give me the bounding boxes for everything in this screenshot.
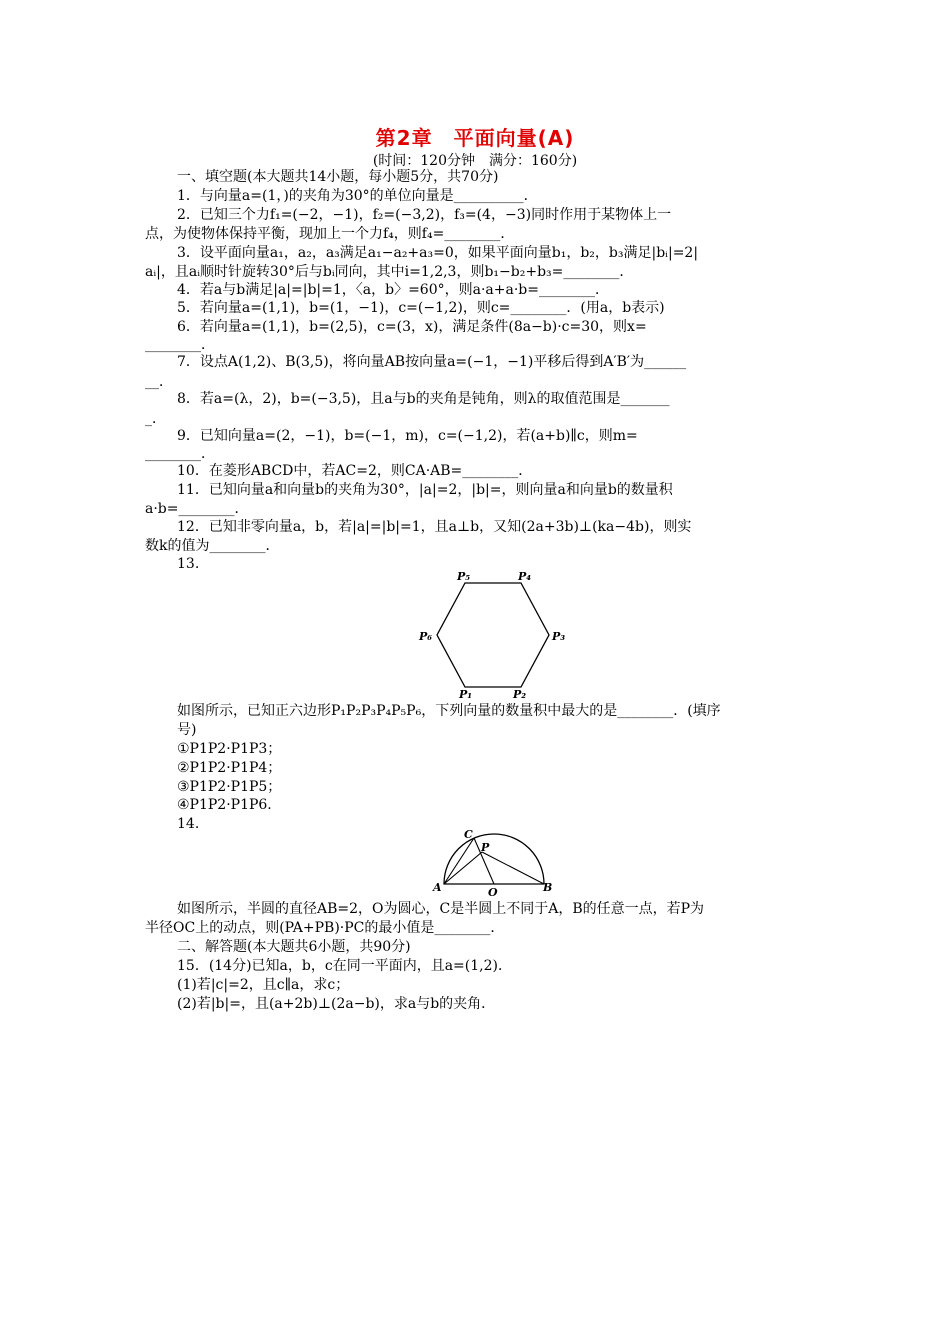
semicircle-figure xyxy=(430,827,560,897)
section-heading-1: 一、填空题(本大题共14小题，每小题5分，共70分) xyxy=(177,169,499,185)
question-6-line1: 6．若向量a=(1,1)，b=(2,5)，c=(3，x)，满足条件(8a−b)·c=30，则x= xyxy=(177,319,647,335)
question-10: 10．在菱形ABCD中，若AC=2，则CA·AB=________． xyxy=(177,463,533,479)
question-14-number: 14. xyxy=(177,816,200,832)
question-3-line1: 3．设平面向量a₁，a₂，a₃满足a₁−a₂+a₃=0，如果平面向量b₁，b₂，b₃满足|bᵢ|=2| xyxy=(177,245,699,261)
question-7-line2: __． xyxy=(145,374,173,390)
semi-label-p: P xyxy=(481,841,490,854)
question-15-part-1: (1)若|c|=2，且c∥a，求c； xyxy=(177,977,350,993)
question-11-line2: a·b=________． xyxy=(145,501,249,517)
question-9-line2: ________． xyxy=(145,446,215,462)
question-12-line1: 12．已知非零向量a，b，若|a|=|b|=1，且a⊥b，又知(2a+3b)⊥(ka−4b)，则实 xyxy=(177,519,692,535)
question-14-line2: 半径OC上的动点，则(PA+PB)·PC的最小值是________． xyxy=(145,920,505,936)
question-2-line1: 2．已知三个力f₁=(−2，−1)，f₂=(−3,2)，f₃=(4，−3)同时作用于某物体上一 xyxy=(177,207,672,223)
question-5: 5．若向量a=(1,1)，b=(1，−1)，c=(−1,2)，则c=________．(用a，b表示) xyxy=(177,300,665,316)
hex-label-p2: P₂ xyxy=(513,688,527,701)
hex-label-p5: P₅ xyxy=(457,570,471,583)
question-13-option-2: ②P1P2·P1P4； xyxy=(177,760,282,776)
question-3-line2: aᵢ|，且aᵢ顺时针旋转30°后与bᵢ同向，其中i=1,2,3，则b₁−b₂+b₃=________． xyxy=(145,264,634,280)
question-8-line1: 8．若a=(λ，2)，b=(−3,5)，且a与b的夹角是钝角，则λ的取值范围是_______ xyxy=(177,391,670,407)
question-13-line2: 号) xyxy=(177,722,197,738)
question-15-part-2: (2)若|b|=，且(a+2b)⊥(2a−b)，求a与b的夹角． xyxy=(177,996,496,1012)
question-4: 4．若a与b满足|a|=|b|=1，〈a，b〉=60°，则a·a+a·b=________． xyxy=(177,282,609,298)
question-8-line2: _． xyxy=(145,411,166,427)
question-14-line1: 如图所示，半圆的直径AB=2，O为圆心，C是半圆上不同于A，B的任意一点，若P为 xyxy=(177,901,705,917)
semi-label-o: O xyxy=(488,886,498,897)
question-13-option-3: ③P1P2·P1P5； xyxy=(177,779,282,795)
hex-label-p4: P₄ xyxy=(518,570,532,583)
question-13-option-4: ④P1P2·P1P6. xyxy=(177,797,272,813)
question-11-line1: 11．已知向量a和向量b的夹角为30°，|a|=2，|b|=，则向量a和向量b的数量积 xyxy=(177,482,673,498)
question-2-line2: 点，为使物体保持平衡，现加上一个力f₄，则f₄=________． xyxy=(145,226,515,242)
question-12-line2: 数k的值为________． xyxy=(145,538,280,554)
hexagon-figure xyxy=(415,570,575,706)
question-6-line2: ________． xyxy=(145,337,215,353)
question-7-line1: 7．设点A(1,2)、B(3,5)，将向量AB按向量a=(−1，−1)平移后得到A′B′为______ xyxy=(177,354,687,370)
question-13-option-1: ①P1P2·P1P3； xyxy=(177,741,282,757)
semi-label-a: A xyxy=(433,881,442,894)
semi-label-b: B xyxy=(543,881,553,894)
hex-label-p6: P₆ xyxy=(419,630,433,643)
hex-label-p3: P₃ xyxy=(552,630,566,643)
section-heading-2: 二、解答题(本大题共6小题，共90分) xyxy=(177,939,411,955)
page-subtitle: (时间：120分钟 满分：160分) xyxy=(372,153,578,169)
page-title: 第2章 平面向量(A) xyxy=(375,126,575,150)
semi-label-c: C xyxy=(464,828,473,841)
question-15: 15．(14分)已知a，b，c在同一平面内，且a=(1,2)． xyxy=(177,958,512,974)
question-1: 1．与向量a=(1，)的夹角为30°的单位向量是__________． xyxy=(177,188,538,204)
question-13-number: 13. xyxy=(177,556,200,572)
hex-label-p1: P₁ xyxy=(459,688,473,701)
question-9-line1: 9．已知向量a=(2，−1)，b=(−1，m)，c=(−1,2)，若(a+b)∥c，则m= xyxy=(177,428,638,444)
question-13-line1: 如图所示，已知正六边形P₁P₂P₃P₄P₅P₆，下列向量的数量积中最大的是________．(填序 xyxy=(177,703,721,719)
